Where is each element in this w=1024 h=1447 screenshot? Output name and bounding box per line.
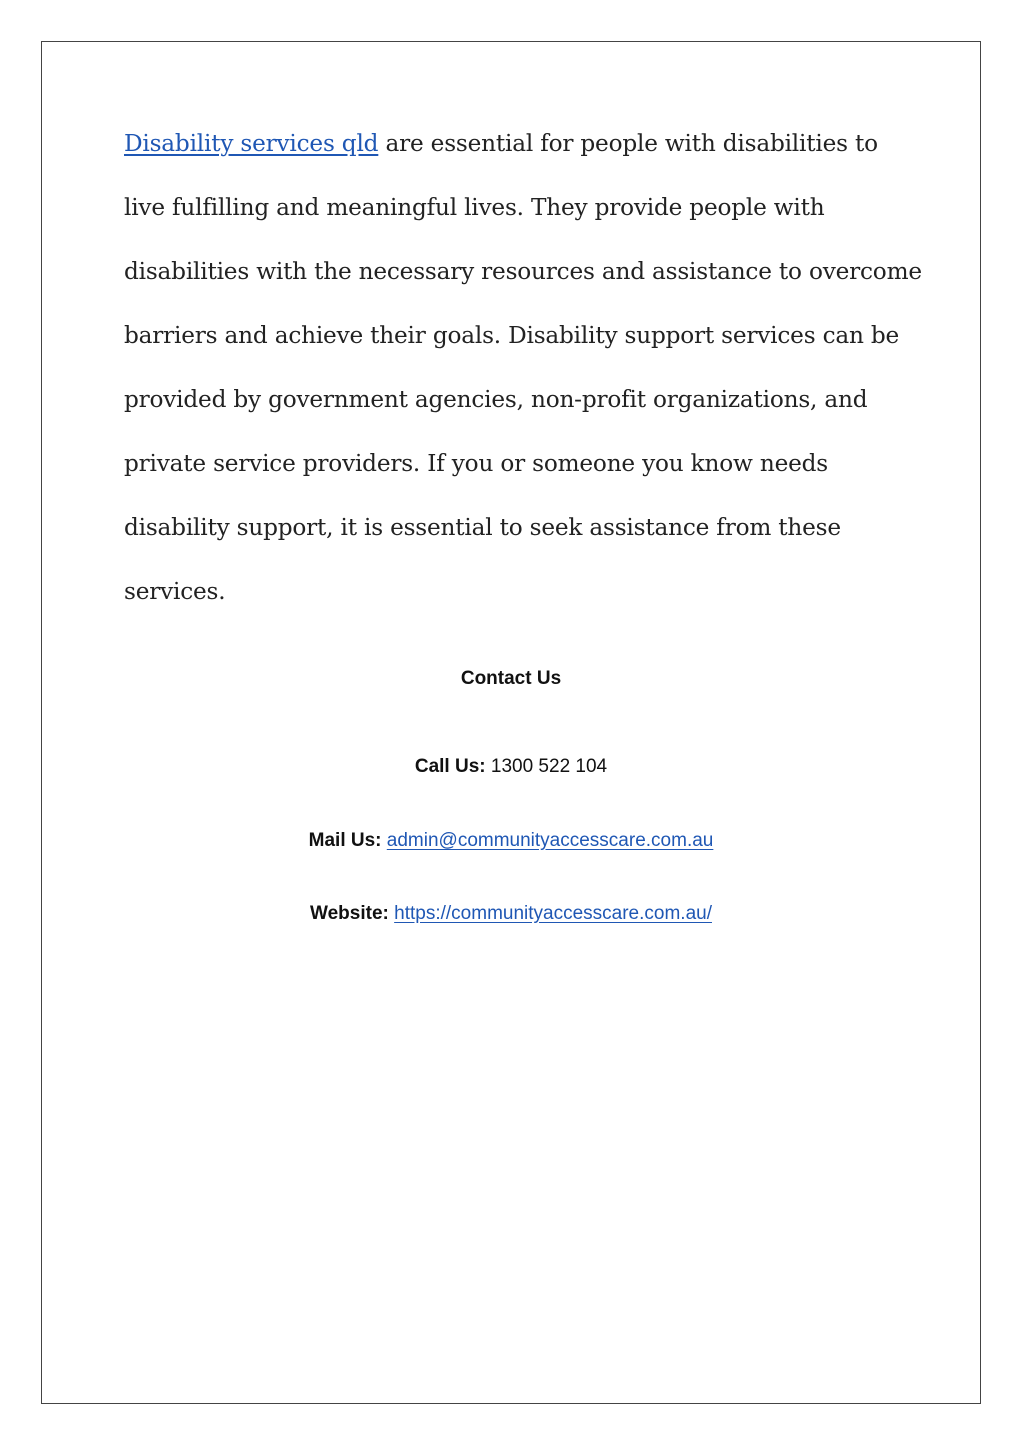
paragraph-line-4: barriers and achieve their goals. Disability support services can be [124,322,900,349]
paragraph-line-5: provided by government agencies, non-profit organizations, and [124,386,868,413]
website-label: Website: [310,903,389,924]
call-number: 1300 522 104 [490,756,608,777]
paragraph-line-2: live fulfilling and meaningful lives. They provide people with [124,194,825,221]
disability-services-link[interactable]: Disability services qld [124,130,379,157]
contact-website-row [41,903,981,925]
mail-label: Mail Us: [308,830,382,851]
paragraph-line-7: disability support, it is essential to seek assistance from these [124,514,841,541]
paragraph-line-6: private service providers. If you or someone you know needs [124,450,828,477]
paragraph-line-1 [124,112,914,176]
paragraph-line-1-text: are essential for people with disabilities to [378,130,878,157]
email-link[interactable]: admin@communityaccesscare.com.au [386,830,714,851]
call-label: Call Us: [414,756,486,777]
contact-call-row [41,756,981,778]
paragraph-line-8: services. [124,578,226,605]
paragraph-line-3: disabilities with the necessary resources and assistance to overcome [124,258,922,285]
body-paragraph [124,112,922,624]
contact-heading: Contact Us [460,668,562,689]
website-link[interactable]: https://communityaccesscare.com.au/ [394,903,712,924]
contact-mail-row [41,830,981,852]
